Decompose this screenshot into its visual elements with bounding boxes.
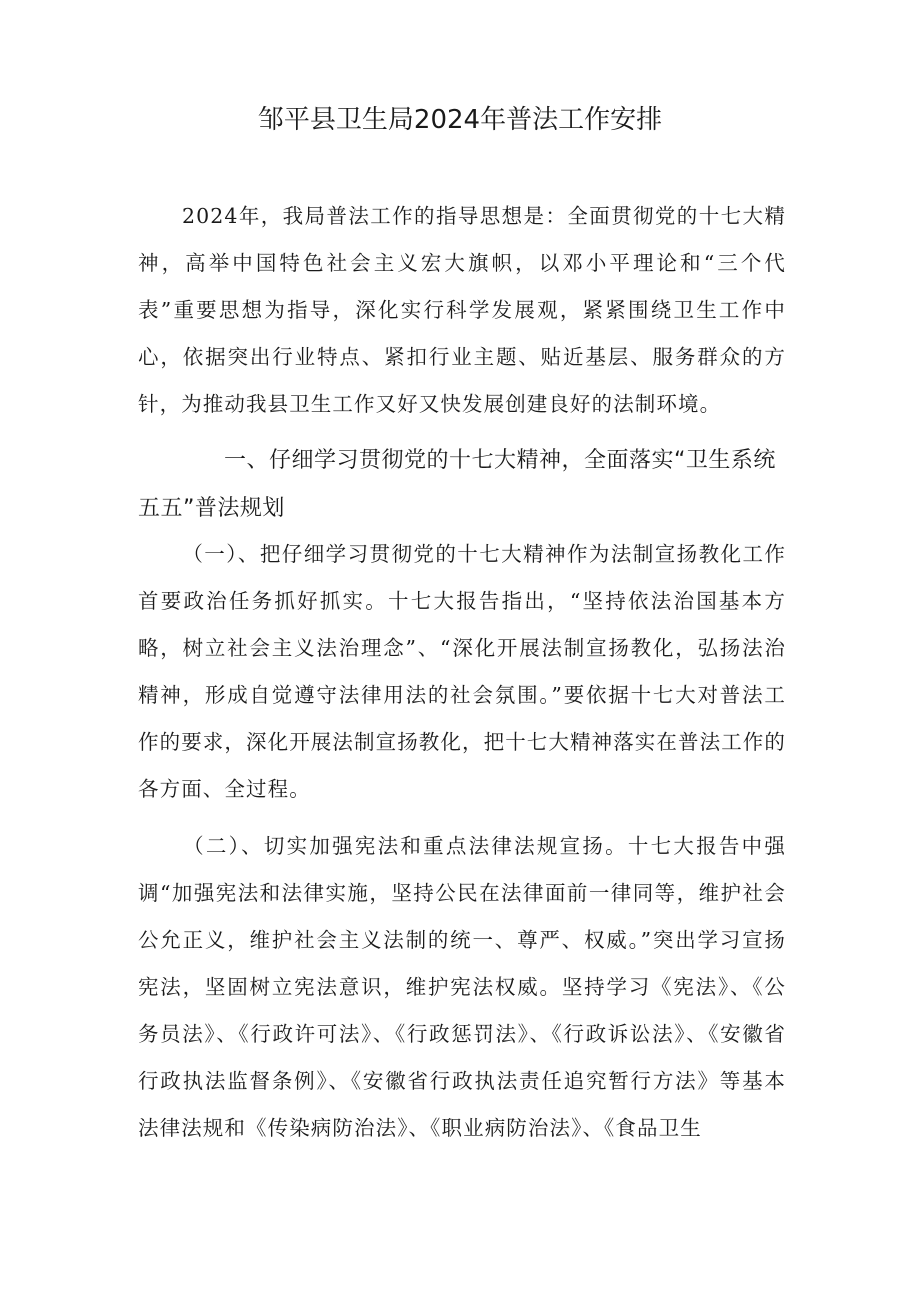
- intro-paragraph: [138, 193, 786, 428]
- document-title: 邹平县卫生局2024年普法工作安排: [257, 105, 663, 135]
- item-1-paragraph-text: （一）、把仔细学习贯彻党的十七大精神作为法制宣扬教化工作首要政治任务抓好抓实。十七大报告指出，“坚持依法治国基本方略，树立社会主义法治理念”、“深化开展法制宣扬教化，弘扬法治精神，形成自觉遵守法律用法的社会氛围。”要依据十七大对普法工作的要求，深化开展法制宣扬教化，把十七大精神落实在普法工作的各方面、全过程。: [138, 542, 786, 801]
- item-1-paragraph: [138, 531, 786, 813]
- section-1-heading-text: 一、仔细学习贯彻党的十七大精神，全面落实“卫生系统五五”普法规划: [138, 448, 776, 521]
- item-2-paragraph-text: （二）、切实加强宪法和重点法律法规宣扬。十七大报告中强调“加强宪法和法律实施，坚持公民在法律面前一律同等，维护社会公允正义，维护社会主义法制的统一、尊严、权威。”突出学习宣扬宪法，坚固树立宪法意识，维护宪法权威。坚持学习《宪法》、《公务员法》、《行政许可法》、《行政惩罚法》、《行政诉讼法》、《安徽省行政执法监督条例》、《安徽省行政执法责任追究暂行方法》等基本法律法规和《传染病防治法》、《职业病防治法》、《食品卫生: [138, 834, 786, 1140]
- section-1-heading: [138, 437, 786, 533]
- intro-paragraph-text: 2024年，我局普法工作的指导思想是：全面贯彻党的十七大精神，高举中国特色社会主义宏大旗帜，以邓小平理论和“三个代表”重要思想为指导，深化实行科学发展观，紧紧围绕卫生工作中心，依据突出行业特点、紧扣行业主题、贴近基层、服务群众的方针，为推动我县卫生工作又好又快发展创建良好的法制环境。: [138, 204, 786, 416]
- item-2-paragraph: [138, 823, 786, 1152]
